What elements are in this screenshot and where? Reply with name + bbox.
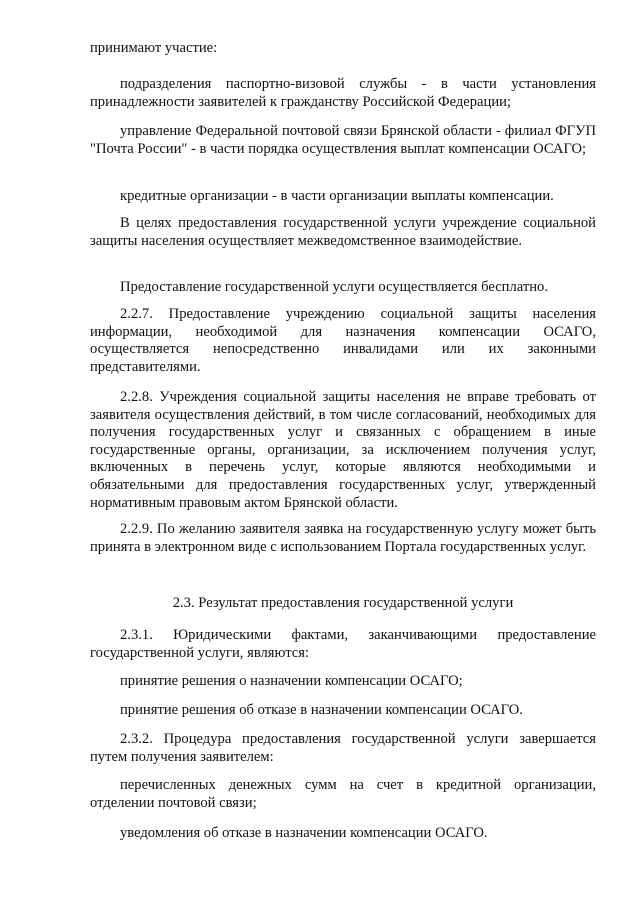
paragraph-passport-service: подразделения паспортно-визовой службы - в части установления принадлежности заявителей к гражданству Российской Федерации; (90, 76, 596, 110)
paragraph-decision-assign: принятие решения о назначении компенсации ОСАГО; (120, 673, 463, 689)
paragraph-intro: принимают участие: (90, 40, 218, 56)
paragraph-interagency: В целях предоставления государственной услуги учреждение социальной защиты населения осуществляет межведомственное взаимодействие. (90, 215, 596, 249)
paragraph-transferred-sums: перечисленных денежных сумм на счет в кредитной организации, отделении почтовой связи; (90, 777, 596, 811)
paragraph-2-3-2: 2.3.2. Процедура предоставления государственной услуги завершается путем получения заявителем: (90, 731, 596, 765)
paragraph-2-2-9: 2.2.9. По желанию заявителя заявка на государственную услугу может быть принята в электронном виде с использованием Портала государственных услуг. (90, 521, 596, 555)
paragraph-credit-organizations: кредитные организации - в части организации выплаты компенсации. (120, 188, 554, 204)
paragraph-refusal-notice: уведомления об отказе в назначении компенсации ОСАГО. (120, 825, 488, 841)
paragraph-2-3-1: 2.3.1. Юридическими фактами, заканчивающими предоставление государственной услуги, являются: (90, 627, 596, 661)
paragraph-postal-service: управление Федеральной почтовой связи Брянской области - филиал ФГУП "Почта России" - в части порядка осуществления выплат компенсации ОСАГО; (90, 123, 596, 157)
paragraph-2-2-7: 2.2.7. Предоставление учреждению социальной защиты населения информации, необходимой для назначения компенсации ОСАГО, осуществляется непосредственно инвалидами или их законными представителями. (90, 306, 596, 375)
paragraph-free-of-charge: Предоставление государственной услуги осуществляется бесплатно. (120, 279, 548, 295)
section-heading-2-3: 2.3. Результат предоставления государственной услуги (172, 595, 514, 611)
paragraph-decision-refuse: принятие решения об отказе в назначении компенсации ОСАГО. (120, 702, 523, 718)
paragraph-2-2-8: 2.2.8. Учреждения социальной защиты населения не вправе требовать от заявителя осуществления действий, в том числе согласований, необходимых для получения государственных услуг и связанных с обращением в иные государственные органы, организации, за исключением получения услуг, включенных в перечень услуг, которые являются необходимыми и обязательными для предоставления государственных услуг, утвержденный нормативным правовым актом Брянской области. (90, 389, 596, 511)
